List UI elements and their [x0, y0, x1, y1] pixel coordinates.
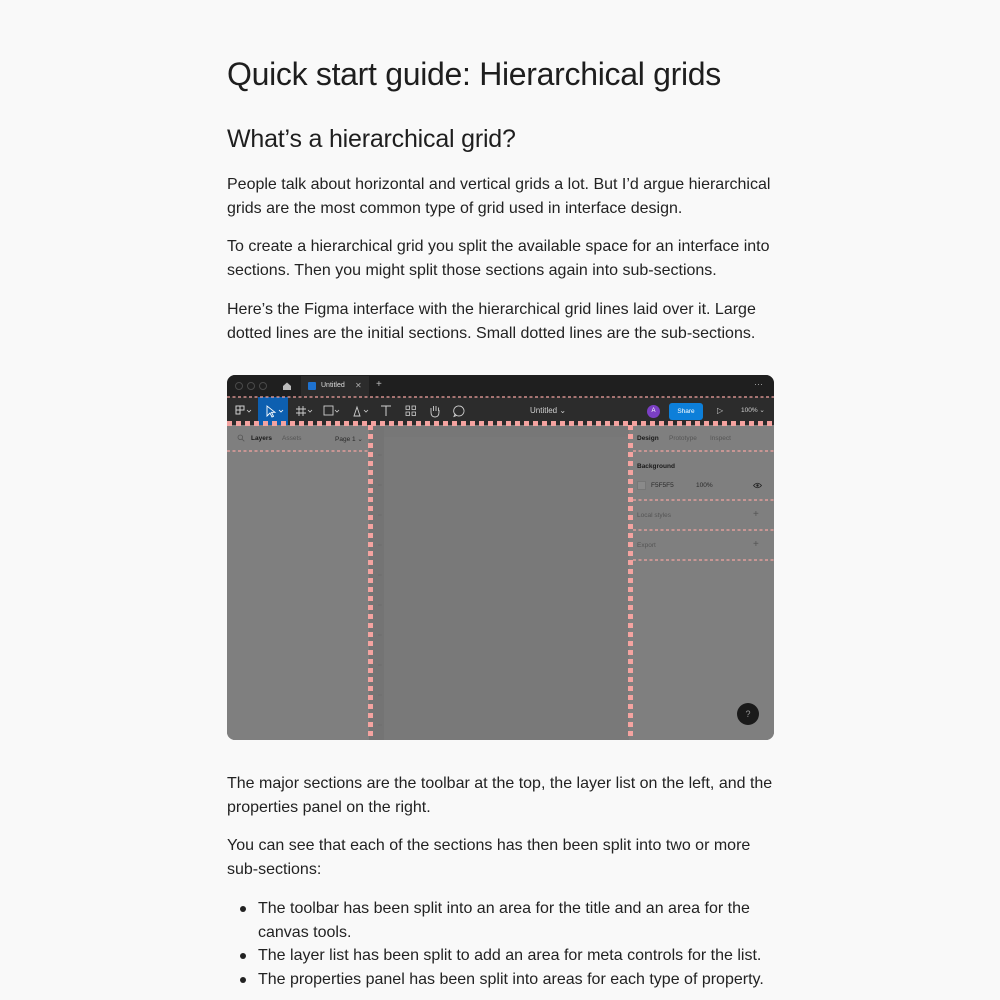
text-tool-icon	[378, 397, 394, 425]
figma-menu-icon	[232, 397, 254, 425]
paragraph-sub-sections: You can see that each of the sections has then been split into two or more sub-sections:	[227, 837, 751, 878]
window-zoom-dot	[259, 382, 267, 390]
search-icon	[237, 434, 245, 442]
avatar: A	[647, 405, 660, 418]
eye-icon	[753, 482, 762, 489]
figma-titlebar	[227, 375, 774, 397]
list-item: The toolbar has been split into an area for the title and an area for the canvas tools.	[258, 897, 775, 944]
inspect-tab: Inspect	[710, 435, 731, 442]
components-icon	[403, 397, 419, 425]
layers-tab: Layers	[251, 435, 272, 442]
design-tab: Design	[637, 435, 659, 442]
file-tab-icon	[308, 382, 316, 390]
vertical-ruler	[369, 425, 384, 740]
shape-tool-icon	[320, 397, 342, 425]
list-item: The properties panel has been split into areas for each type of property.	[258, 968, 775, 992]
comment-icon	[451, 397, 467, 425]
canvas-area	[369, 425, 629, 740]
paragraph-intro: People talk about horizontal and vertical grids a lot. But I’d argue hierarchical grids are the most common type of grid used in interface design.	[227, 176, 771, 217]
pen-tool-icon	[349, 397, 371, 425]
file-tab	[301, 376, 369, 397]
background-section-title: Background	[637, 463, 675, 470]
sub-section-list	[227, 897, 775, 991]
window-minimize-dot	[247, 382, 255, 390]
background-hex: F5F5F5	[651, 482, 674, 489]
paragraph-create-grid: To create a hierarchical grid you split the available space for an interface into sections. Then you might split those sections again into sub-sections.	[227, 238, 770, 279]
plus-icon: +	[753, 539, 759, 550]
background-opacity: 100%	[696, 482, 713, 489]
list-item: The layer list has been split to add an area for meta controls for the list.	[258, 944, 775, 968]
properties-panel	[629, 425, 774, 740]
help-button: ?	[737, 703, 759, 725]
paragraph-figma-overlay: Here’s the Figma interface with the hierarchical grid lines laid over it. Large dotted lines are the initial sections. Small dotted lines are the sub-sections.	[227, 301, 756, 342]
paragraph-major-sections: The major sections are the toolbar at the top, the layer list on the left, and the properties panel on the right.	[227, 775, 773, 816]
figma-toolbar	[227, 397, 774, 425]
play-icon: ▷	[717, 406, 724, 415]
file-tab-title: Untitled	[321, 382, 345, 389]
move-tool-icon	[258, 397, 288, 425]
export-label: Export	[637, 542, 656, 549]
zoom-level: 100% ⌄	[741, 407, 765, 414]
share-button: Share	[669, 403, 703, 420]
more-icon: ···	[754, 379, 763, 389]
section-heading: What’s a hierarchical grid?	[227, 125, 516, 153]
hand-tool-icon	[427, 397, 443, 425]
close-icon: ✕	[355, 381, 362, 390]
local-styles-label: Local styles	[637, 512, 671, 519]
assets-tab: Assets	[282, 435, 302, 442]
page-selector: Page 1 ⌄	[335, 436, 363, 443]
prototype-tab: Prototype	[669, 435, 697, 442]
home-icon	[282, 381, 292, 391]
window-close-dot	[235, 382, 243, 390]
plus-icon: +	[753, 509, 759, 520]
page-title: Quick start guide: Hierarchical grids	[227, 56, 721, 92]
figma-screenshot-figure	[227, 375, 774, 740]
horizontal-ruler	[369, 425, 629, 437]
plus-icon: +	[376, 379, 382, 390]
frame-tool-icon	[293, 397, 315, 425]
layers-panel	[227, 425, 369, 740]
background-swatch	[637, 481, 646, 490]
file-title: Untitled ⌄	[530, 406, 567, 415]
